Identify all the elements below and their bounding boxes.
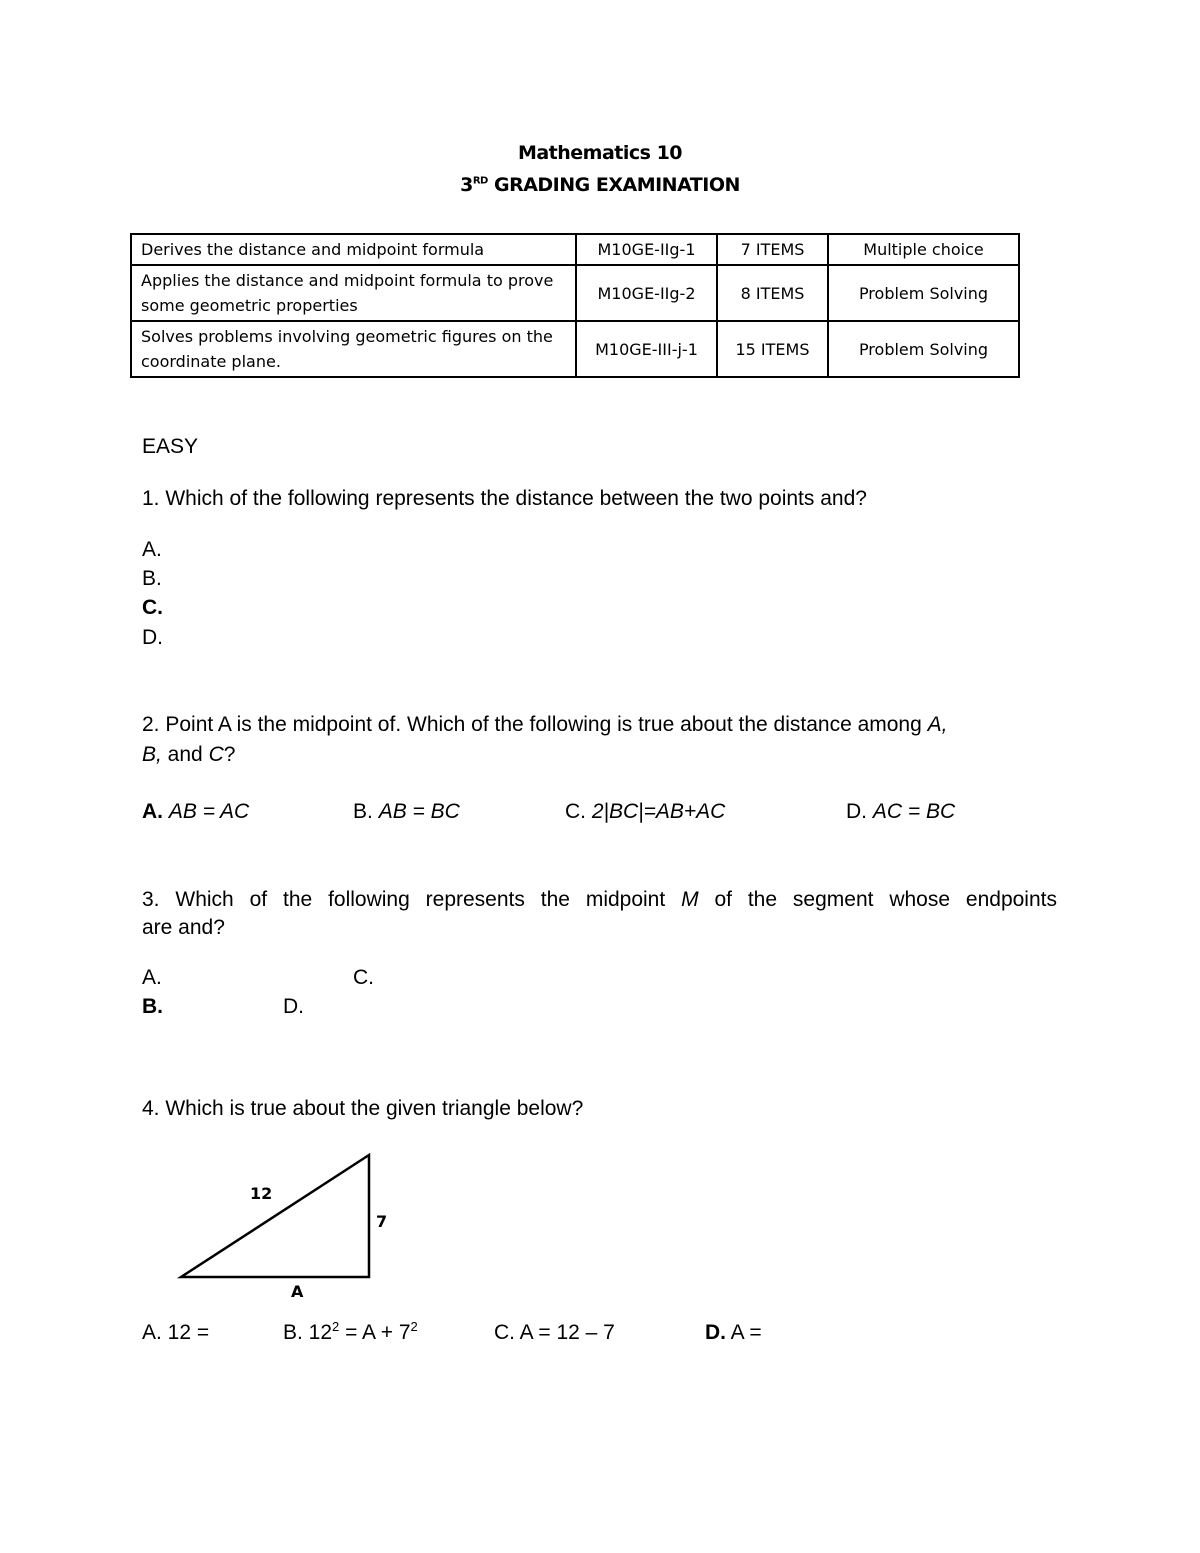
q3-text-end: of the segment whose endpoints [698, 888, 1057, 911]
choice-answer: 2|BC|=AB+AC [591, 800, 726, 823]
q2-point-b: B, [142, 743, 162, 766]
q2-choice-b[interactable] [353, 798, 460, 826]
q3-text: 3. Which of the following represents the midpoint [142, 888, 682, 911]
subtitle-ordinal: RD [472, 175, 488, 187]
items-cell: 15 ITEMS [717, 321, 828, 377]
table-row [131, 321, 1019, 377]
q3-choice-d[interactable]: D. [283, 995, 304, 1018]
question-2-line2 [142, 741, 235, 769]
q3-midpoint-m: M [681, 888, 699, 911]
base-label: A [291, 1282, 304, 1301]
table-row [131, 265, 1019, 321]
subtitle-number: 3 [460, 174, 473, 196]
side-label: 7 [376, 1212, 388, 1231]
right-triangle-figure [0, 1140, 1200, 1340]
choice-letter: A. [142, 800, 163, 823]
section-heading: EASY [142, 435, 199, 458]
q2-and: and [161, 743, 209, 766]
triangle-shape [181, 1155, 369, 1277]
competency-cell: Solves problems involving geometric figures on the coordinate plane. [131, 321, 576, 377]
type-cell: Multiple choice [828, 234, 1019, 265]
choice-letter: C. [565, 800, 586, 823]
choice-d-text: A = [726, 1321, 762, 1344]
q4-choice-b[interactable] [283, 1319, 418, 1347]
competency-table [130, 233, 1020, 378]
q4-choice-c[interactable]: C. A = 12 – 7 [494, 1321, 615, 1344]
exponent: 2 [332, 1319, 340, 1334]
q2-choice-a[interactable] [142, 798, 249, 826]
q4-choice-d[interactable] [705, 1319, 762, 1347]
question-3-line2: are and? [142, 916, 225, 939]
choice-letter: B. [353, 800, 373, 823]
type-cell: Problem Solving [828, 321, 1019, 377]
q3-choice-a[interactable]: A. [142, 966, 162, 989]
code-cell: M10GE-III-j-1 [576, 321, 717, 377]
question-3 [142, 886, 1057, 914]
code-cell: M10GE-IIg-1 [576, 234, 717, 265]
exponent: 2 [410, 1319, 418, 1334]
type-cell: Problem Solving [828, 265, 1019, 321]
q1-choice-c[interactable]: C. [142, 596, 163, 619]
q1-choice-a[interactable]: A. [142, 538, 162, 561]
question-1: 1. Which of the following represents the distance between the two points and? [142, 487, 867, 510]
q2-text: 2. Point A is the midpoint of. Which of the following is true about the distance among [142, 713, 928, 736]
subtitle-text: GRADING EXAMINATION [487, 174, 740, 196]
q2-choice-c[interactable] [565, 798, 725, 826]
choice-answer: AC = BC [872, 800, 956, 823]
exam-title: Mathematics 10 [517, 142, 683, 164]
competency-cell: Derives the distance and midpoint formula [131, 234, 576, 265]
code-cell: M10GE-IIg-2 [576, 265, 717, 321]
q2-point-c: C [208, 743, 224, 766]
q1-choice-b[interactable]: B. [142, 567, 162, 590]
table-row [131, 234, 1019, 265]
choice-letter: D. [705, 1321, 726, 1344]
q2-choice-d[interactable] [846, 798, 955, 826]
q3-choice-c[interactable]: C. [353, 966, 374, 989]
choice-b-text: B. 12 [283, 1321, 333, 1344]
hypotenuse-label: 12 [250, 1184, 273, 1203]
items-cell: 7 ITEMS [717, 234, 828, 265]
exam-subtitle [0, 174, 1200, 196]
q2-qmark: ? [223, 743, 236, 766]
question-2 [142, 711, 947, 739]
question-4: 4. Which is true about the given triangle below? [142, 1097, 584, 1120]
items-cell: 8 ITEMS [717, 265, 828, 321]
choice-b-mid: = A + 7 [339, 1321, 411, 1344]
competency-cell: Applies the distance and midpoint formula to prove some geometric properties [131, 265, 576, 321]
q3-choice-b[interactable]: B. [142, 995, 163, 1018]
q1-choice-d[interactable]: D. [142, 626, 163, 649]
q2-point-a: A, [927, 713, 948, 736]
choice-answer: AB = BC [378, 800, 460, 823]
choice-letter: D. [846, 800, 867, 823]
choice-answer: AB = AC [168, 800, 250, 823]
q4-choice-a[interactable]: A. 12 = [142, 1321, 210, 1344]
